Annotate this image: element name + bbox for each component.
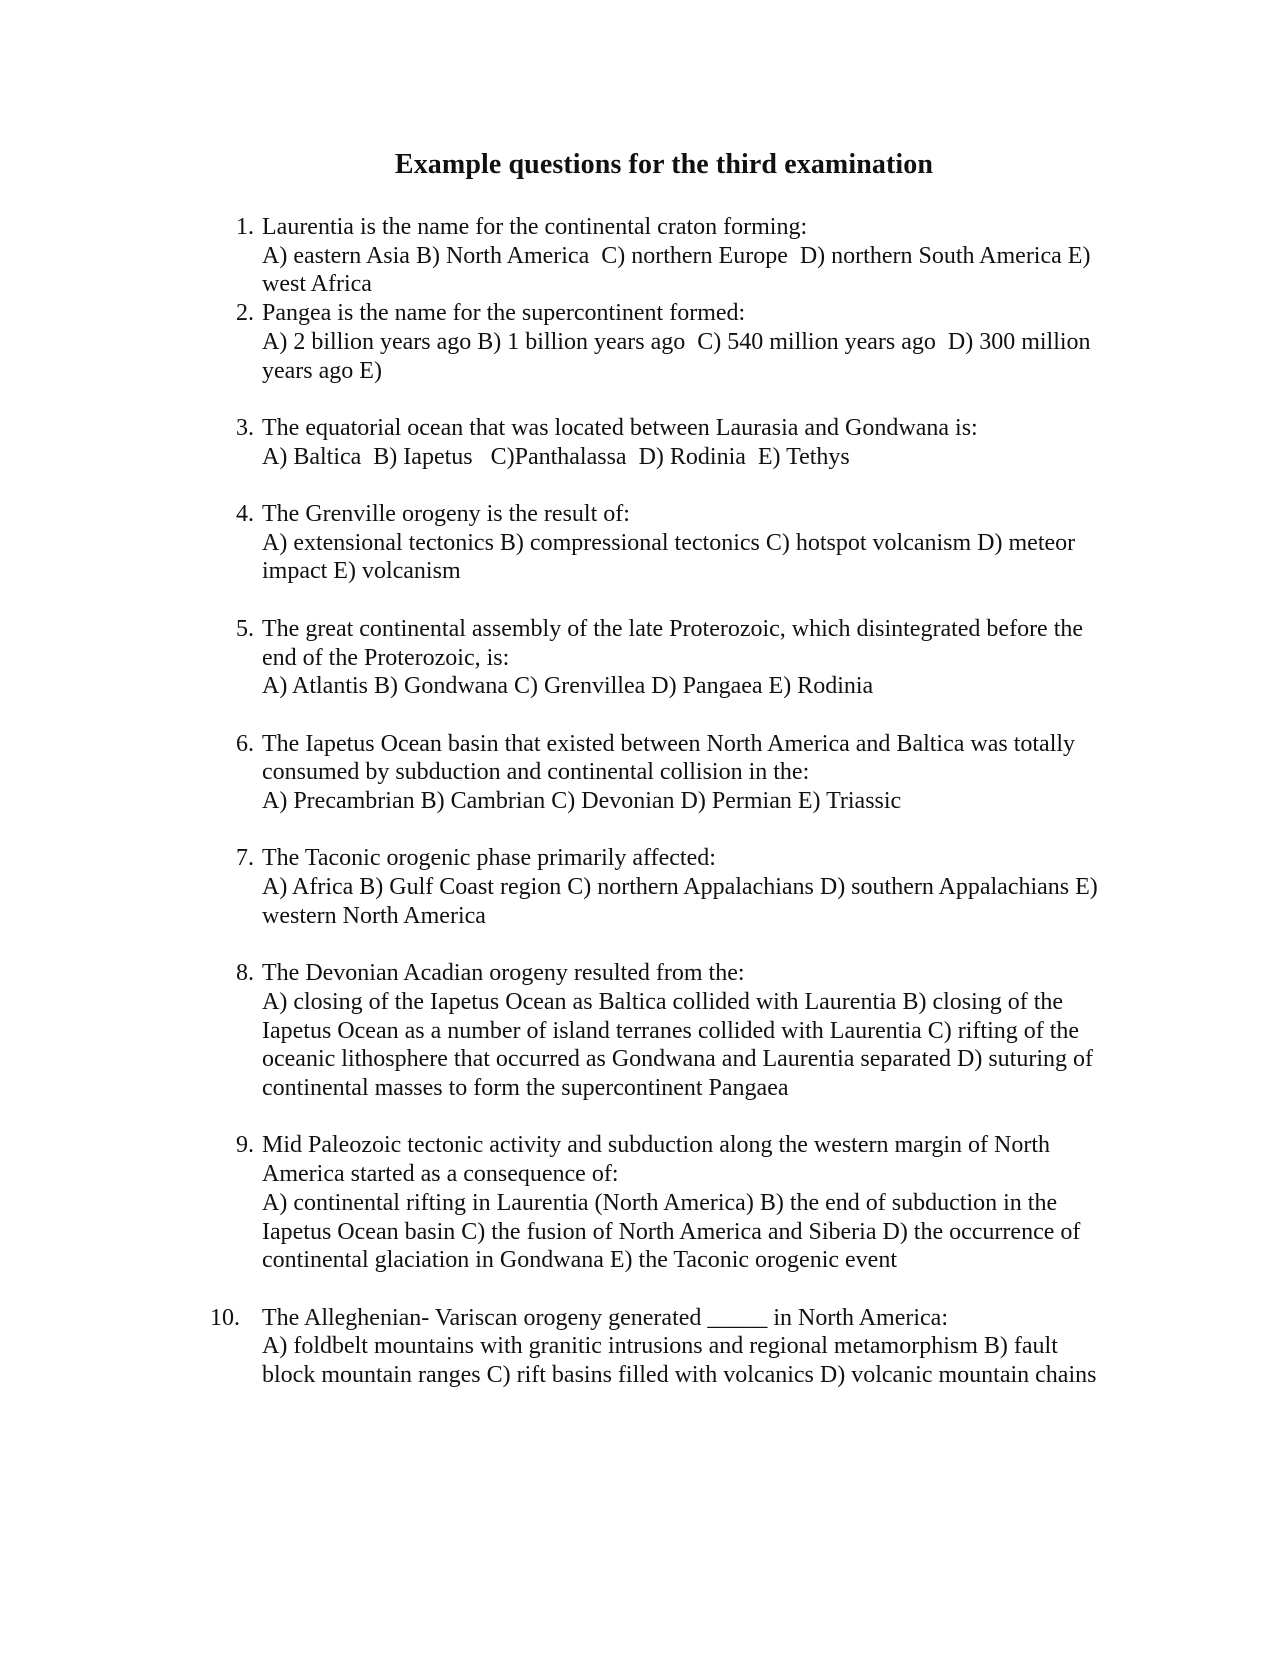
question-item	[218, 500, 1098, 586]
question-options: A) Africa B) Gulf Coast region C) northern Appalachians D) southern Appalachians E) western North America	[262, 874, 1104, 929]
question-options: A) closing of the Iapetus Ocean as Baltica collided with Laurentia B) closing of the Iapetus Ocean as a number of island terranes collided with Laurentia C) rifting of the oceanic lithosphere that occurred as Gondwana and Laurentia separated D) suturing of continental masses to form the supercontinent Pangaea	[262, 988, 1099, 1101]
question-options: A) Baltica B) Iapetus C)Panthalassa D) Rodinia E) Tethys	[262, 443, 850, 470]
question-options: A) continental rifting in Laurentia (North America) B) the end of subduction in the Iapetus Ocean basin C) the fusion of North America and Siberia D) the occurrence of continental glaciation in Gondwana E) the Taconic orogenic event	[262, 1189, 1087, 1274]
question-number: 1.	[236, 214, 254, 240]
question-stem: The great continental assembly of the late Proterozoic, which disintegrated before the end of the Proterozoic, is:	[262, 615, 1090, 671]
page-title: Example questions for the third examination	[394, 149, 934, 180]
question-number: 7.	[236, 845, 254, 872]
question-item	[218, 414, 1098, 471]
question-number: 3.	[236, 414, 254, 441]
question-stem: The Grenville orogeny is the result of:	[262, 501, 630, 527]
question-stem: The Devonian Acadian orogeny resulted from the:	[262, 960, 745, 987]
question-item	[218, 615, 1098, 701]
question-item	[218, 844, 1104, 930]
question-number: 6.	[236, 730, 254, 757]
question-number: 8.	[236, 960, 254, 987]
question-options: A) extensional tectonics B) compressional tectonics C) hotspot volcanism D) meteor impact E) volcanism	[262, 529, 1082, 585]
question-item	[218, 959, 1098, 1103]
question-options: A) Precambrian B) Cambrian C) Devonian D) Permian E) Triassic	[262, 788, 902, 814]
question-options: A) eastern Asia B) North America C) northern Europe D) northern South America E) west Africa	[262, 242, 1097, 298]
question-options: A) Atlantis B) Gondwana C) Grenvillea D) Pangaea E) Rodinia	[262, 673, 874, 700]
question-number: 9.	[236, 1132, 254, 1159]
question-stem: The equatorial ocean that was located between Laurasia and Gondwana is:	[262, 414, 978, 441]
question-stem: The Iapetus Ocean basin that existed between North America and Baltica was totally consumed by subduction and continental collision in the:	[262, 730, 1082, 786]
question-stem: The Taconic orogenic phase primarily affected:	[262, 845, 716, 872]
question-stem: Mid Paleozoic tectonic activity and subduction along the western margin of North America started as a consequence of:	[262, 1132, 1055, 1188]
question-item	[218, 1131, 1098, 1275]
question-item	[210, 1304, 1098, 1390]
question-item	[218, 213, 1098, 299]
question-stem: Pangea is the name for the supercontinent formed:	[262, 300, 746, 327]
question-number: 4.	[236, 501, 254, 527]
question-number: 10.	[210, 1304, 240, 1331]
question-number: 2.	[236, 300, 254, 327]
question-item	[218, 730, 1098, 816]
question-options: A) 2 billion years ago B) 1 billion years ago C) 540 million years ago D) 300 million years ago E)	[262, 328, 1097, 384]
question-number: 5.	[236, 615, 254, 642]
question-list	[210, 213, 1104, 1390]
question-options: A) foldbelt mountains with granitic intrusions and regional metamorphism B) fault block mountain ranges C) rift basins filled with volcanics D) volcanic mountain chains	[262, 1333, 1097, 1388]
question-stem: The Alleghenian- Variscan orogeny generated _____ in North America:	[262, 1304, 949, 1331]
question-stem: Laurentia is the name for the continental craton forming:	[262, 214, 808, 240]
question-item	[218, 299, 1098, 385]
